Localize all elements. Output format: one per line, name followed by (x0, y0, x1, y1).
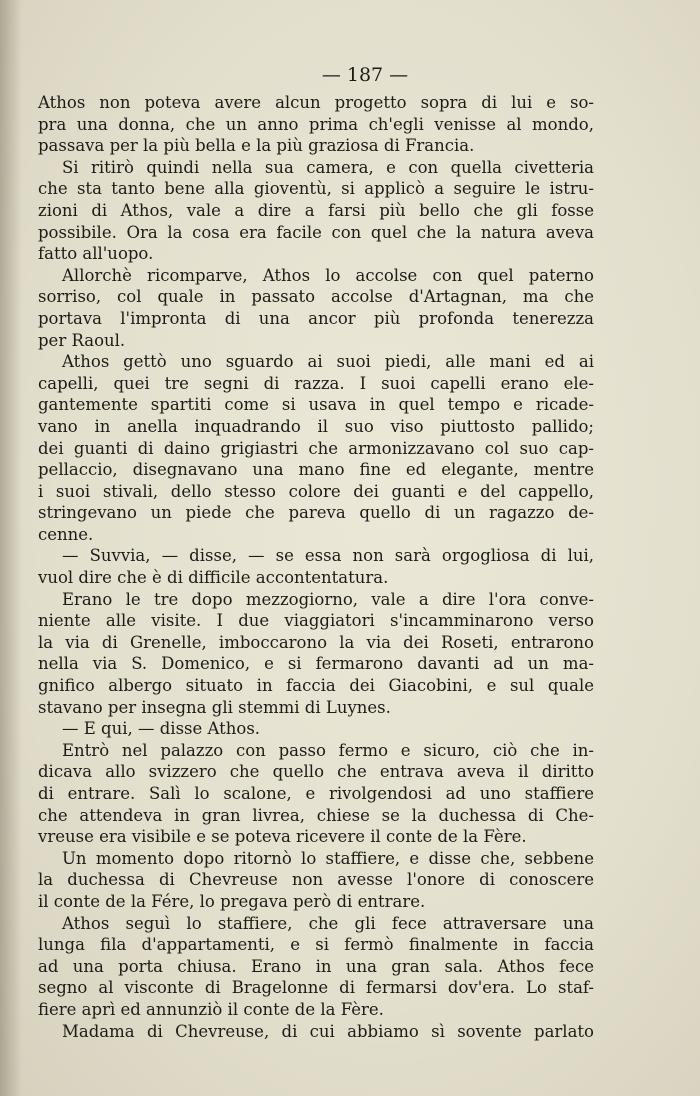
body-text (38, 92, 594, 1042)
text-line: i suoi stivali, dello stesso colore dei guanti e del cappello, (38, 481, 594, 501)
text-line: fatto all'uopo. (38, 244, 154, 264)
text-line: segno al visconte di Bragelonne di fermarsi dov'era. Lo staf- (38, 978, 594, 998)
text-line: pellaccio, disegnavano una mano fine ed elegante, mentre (38, 460, 594, 480)
text-line: Athos seguì lo staffiere, che gli fece attraversare una (62, 913, 594, 933)
binding-shadow (0, 0, 22, 1096)
text-line: — Suvvia, — disse, — se essa non sarà orgogliosa di lui, (62, 546, 594, 566)
text-line: Un momento dopo ritornò lo staffiere, e disse che, sebbene (62, 848, 594, 868)
text-line: stavano per insegna gli stemmi di Luynes. (38, 697, 391, 717)
text-line: vano in anella inquadrando il suo viso piuttosto pallido; (38, 416, 594, 436)
text-line: Athos non poteva avere alcun progetto sopra di lui e so- (38, 93, 594, 112)
text-line: portava l'impronta di una ancor più profonda tenerezza (38, 308, 594, 328)
text-line: cenne. (38, 524, 94, 544)
text-line: stringevano un piede che pareva quello di un ragazzo de- (38, 503, 594, 523)
text-line: possibile. Ora la cosa era facile con quel che la natura aveva (38, 222, 594, 242)
text-line: per Raoul. (38, 330, 126, 350)
text-line: gnifico albergo situato in faccia dei Giacobini, e sul quale (38, 676, 594, 696)
text-line: che sta tanto bene alla gioventù, si applicò a seguire le istru- (38, 179, 594, 199)
text-line: Entrò nel palazzo con passo fermo e sicuro, ciò che in- (62, 740, 594, 760)
text-line: di entrare. Salì lo scalone, e rivolgendosi ad uno staffiere (38, 784, 594, 803)
text-line: Erano le tre dopo mezzogiorno, vale a dire l'ora conve- (62, 589, 594, 609)
text-line: che attendeva in gran livrea, chiese se la duchessa di Che- (38, 805, 594, 825)
text-line: la duchessa di Chevreuse non avesse l'onore di conoscere (38, 870, 594, 890)
text-line: Si ritirò quindi nella sua camera, e con quella civetteria (62, 157, 594, 177)
text-line: fiere aprì ed annunziò il conte de la Fère. (38, 999, 384, 1019)
text-line: capelli, quei tre segni di razza. I suoi capelli erano ele- (38, 373, 594, 393)
text-line: nella via S. Domenico, e si fermarono davanti ad un ma- (38, 654, 594, 674)
text-line: vuol dire che è di difficile accontentatura. (38, 568, 389, 588)
text-line: Allorchè ricomparve, Athos lo accolse con quel paterno (62, 265, 594, 285)
text-line: Athos gettò uno sguardo ai suoi piedi, alle mani ed ai (62, 352, 594, 372)
text-line: lunga fila d'appartamenti, e si fermò finalmente in faccia (38, 935, 594, 955)
text-line: sorriso, col quale in passato accolse d'Artagnan, ma che (38, 287, 594, 307)
text-line: vreuse era visibile e se poteva ricevere il conte de la Fère. (38, 827, 527, 847)
text-line: gantemente spartiti come si usava in quel tempo e ricade- (38, 395, 594, 415)
text-line: niente alle visite. I due viaggiatori s'incamminarono verso (38, 611, 594, 631)
text-line: zioni di Athos, vale a dire a farsi più bello che gli fosse (38, 200, 594, 220)
text-line: il conte de la Fére, lo pregava però di entrare. (38, 891, 426, 911)
text-line: Madama di Chevreuse, di cui abbiamo sì sovente parlato (62, 1021, 594, 1041)
text-line: pra una donna, che un anno prima ch'egli venisse al mondo, (38, 114, 594, 134)
text-line: ad una porta chiusa. Erano in una gran sala. Athos fece (38, 956, 594, 976)
page-number: — 187 — (321, 64, 409, 86)
text-line: — E qui, — disse Athos. (62, 719, 261, 739)
text-line: dei guanti di daino grigiastri che armonizzavano col suo cap- (38, 438, 594, 458)
text-line: passava per la più bella e la più graziosa di Francia. (38, 136, 475, 156)
text-line: la via di Grenelle, imboccarono la via dei Roseti, entrarono (38, 632, 594, 652)
text-line: dicava allo svizzero che quello che entrava aveva il diritto (38, 762, 594, 782)
